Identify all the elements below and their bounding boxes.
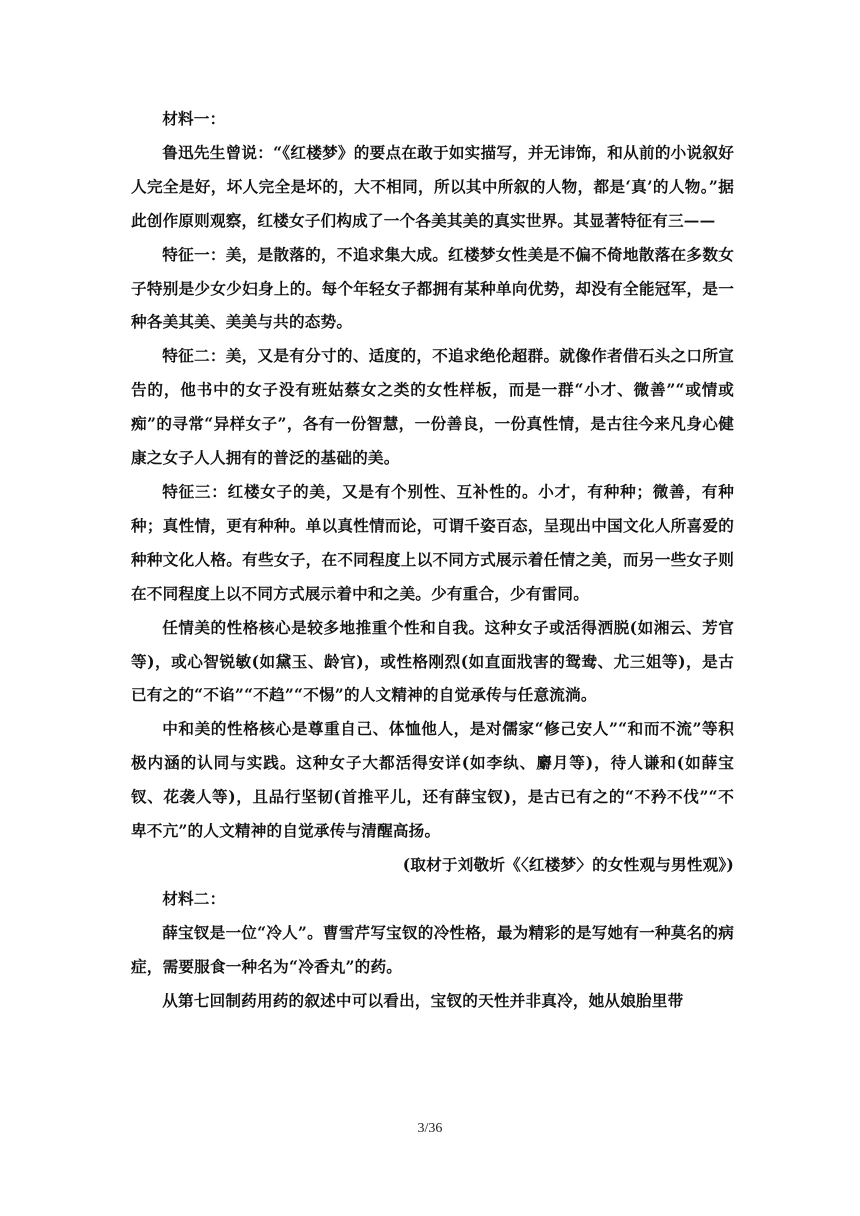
paragraph-feature-one: 特征一：美，是散落的，不追求集大成。红楼梦女性美是不偏不倚地散落在多数女子特别是少女少妇身上的。每个年轻女子都拥有某种单向优势，却没有全能冠军，是一种各美其美、美美与共的态势。: [131, 244, 734, 332]
source-citation: (取材于刘敬圻《〈红楼梦〉的女性观与男性观》): [402, 854, 734, 874]
paragraph-renqing-beauty: 任情美的性格核心是较多地推重个性和自我。这种女子或活得洒脱(如湘云、芳官等)，或心智锐敏(如黛玉、龄官)，或性格刚烈(如直面戕害的鸳鸯、尤三姐等)，是古已有之的“不谄”“不趋”“不惕”的人文精神的自觉承传与任意流淌。: [131, 617, 734, 705]
section-heading-material-one: 材料一：: [162, 109, 226, 128]
paragraph-chapter-seven: 从第七回制药用药的叙述中可以看出，宝钗的天性并非真冷，她从娘胎里带: [162, 990, 684, 1010]
section-heading-material-two: 材料二：: [162, 888, 226, 908]
page-number: 3/36: [417, 1121, 443, 1136]
paragraph-luxun-quote: 鲁迅先生曾说：“《红楼梦》的要点在敢于如实描写，并无讳饰，和从前的小说叙好人完全是好，坏人完全是坏的，大不相同，所以其中所叙的人物，都是‘真’的人物。”据此创作原则观察，红楼女子们构成了一个各美其美的真实世界。其显著特征有三——: [131, 142, 734, 230]
paragraph-baochai-cold: 薛宝钗是一位“冷人”。曹雪芹写宝钗的冷性格，最为精彩的是写她有一种莫名的病症，需要服食一种名为“冷香丸”的药。: [131, 922, 734, 976]
document-content: [131, 102, 734, 1017]
paragraph-feature-two: 特征二：美，又是有分寸的、适度的，不追求绝伦超群。就像作者借石头之口所宣告的，他书中的女子没有班姑蔡女之类的女性样板，而是一群“小才、微善”“或情或痴”的寻常“异样女子”，各有一份智慧，一份善良，一份真性情，是古往今来凡身心健康之女子人人拥有的普泛的基础的美。: [131, 346, 734, 468]
paragraph-zhonghe-beauty: 中和美的性格核心是尊重自己、体恤他人，是对儒家“修己安人”“和而不流”等积极内涵的认同与实践。这种女子大都活得安详(如李纨、麝月等)，待人谦和(如薛宝钗、花袭人等)，且品行坚韧(首推平儿，还有薛宝钗)，是古已有之的“不矜不伐”“不卑不亢”的人文精神的自觉承传与清醒高扬。: [131, 719, 734, 841]
paragraph-feature-three: 特征三：红楼女子的美，又是有个别性、互补性的。小才，有种种；微善，有种种；真性情，更有种种。单以真性情而论，可谓千姿百态，呈现出中国文化人所喜爱的种种文化人格。有些女子，在不同程度上以不同方式展示着任情之美，而另一些女子则在不同程度上以不同方式展示着中和之美。少有重合，少有雷同。: [131, 481, 734, 603]
